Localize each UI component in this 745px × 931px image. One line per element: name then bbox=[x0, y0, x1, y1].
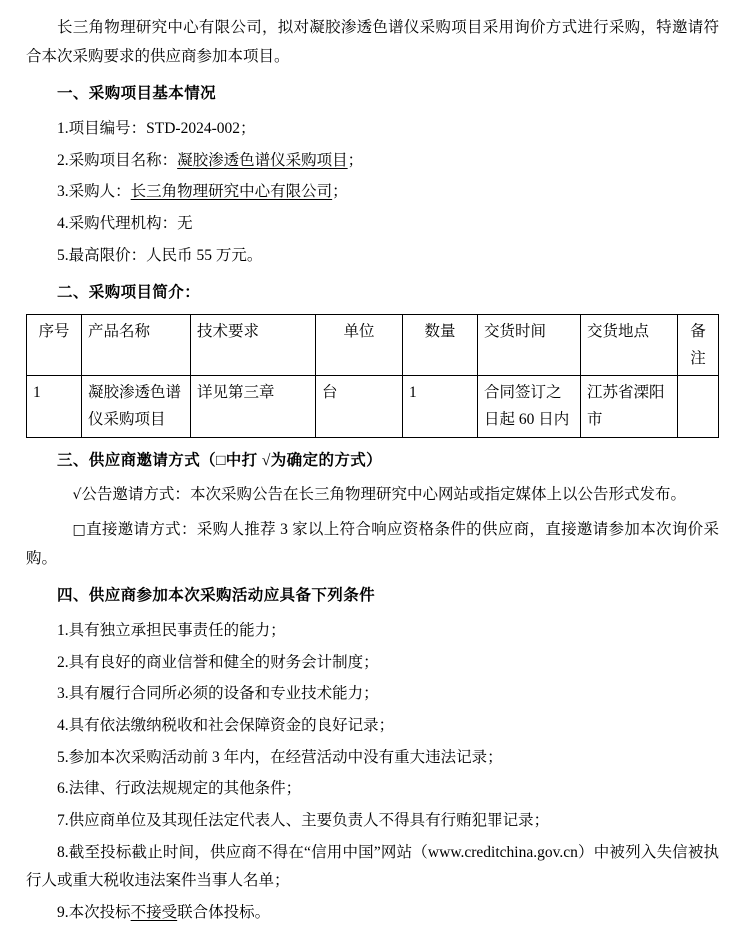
item-number: 9. bbox=[57, 903, 69, 921]
section3-heading-note: （□中打 √为确定的方式） bbox=[200, 451, 383, 469]
column-header-delivery-time: 交货时间 bbox=[478, 315, 581, 376]
item-value: 无 bbox=[177, 215, 193, 233]
condition-item-8 bbox=[26, 839, 719, 896]
item-number: 5. bbox=[57, 246, 69, 264]
item-text-suffix: 联合体投标。 bbox=[177, 903, 271, 921]
option-title: 直接邀请方式： bbox=[86, 520, 197, 538]
column-header-delivery-place: 交货地点 bbox=[581, 315, 678, 376]
item-text-prefix: 本次投标 bbox=[68, 903, 131, 921]
item-label: 采购项目名称： bbox=[68, 151, 178, 169]
item-label: 采购人： bbox=[68, 183, 131, 201]
item-number: 3. bbox=[57, 685, 69, 703]
item-text: 供应商单位及其现任法定代表人、主要负责人不得具有行贿犯罪记录； bbox=[68, 811, 550, 829]
section-heading-2: 二、采购项目简介： bbox=[57, 284, 201, 302]
item-number: 4. bbox=[57, 716, 69, 734]
item-number: 5. bbox=[57, 748, 69, 766]
column-header-qty: 数量 bbox=[403, 315, 478, 376]
item-number: 6. bbox=[57, 780, 69, 798]
section1-item-2 bbox=[26, 147, 719, 176]
item-suffix: ； bbox=[347, 151, 364, 169]
section-heading-1: 一、采购项目基本情况 bbox=[57, 85, 217, 103]
condition-item-6 bbox=[26, 775, 719, 804]
item-text: 具有良好的商业信誉和健全的财务会计制度； bbox=[68, 653, 379, 671]
item-number: 2. bbox=[57, 653, 69, 671]
option-text: 本次采购公告在长三角物理研究中心网站或指定媒体上以公告形式发布。 bbox=[189, 486, 686, 504]
item-number: 1. bbox=[57, 120, 69, 138]
column-header-unit: 单位 bbox=[316, 315, 403, 376]
item-suffix: ； bbox=[332, 183, 348, 201]
column-header-spec: 技术要求 bbox=[191, 315, 316, 376]
cell-spec: 详见第三章 bbox=[191, 376, 316, 437]
condition-item-5 bbox=[26, 744, 719, 773]
item-number: 3. bbox=[57, 183, 69, 201]
section3-heading-main: 三、供应商邀请方式 bbox=[57, 451, 201, 469]
cell-delivery-time: 合同签订之日起 60 日内 bbox=[478, 376, 581, 437]
section-heading-4: 四、供应商参加本次采购活动应具备下列条件 bbox=[57, 587, 376, 605]
condition-item-1 bbox=[26, 617, 719, 646]
item-value: 凝胶渗透色谱仪采购项目 bbox=[177, 151, 348, 169]
item-number: 8. bbox=[57, 843, 69, 861]
cell-note bbox=[678, 376, 719, 437]
item-number: 4. bbox=[57, 215, 69, 233]
section-heading-3 bbox=[26, 447, 719, 476]
cell-unit: 台 bbox=[316, 376, 403, 437]
option-title: 公告邀请方式： bbox=[81, 486, 190, 504]
cell-delivery-place: 江苏省溧阳市 bbox=[581, 376, 678, 437]
item-label: 项目编号： bbox=[68, 120, 147, 138]
section1-item-4 bbox=[26, 210, 719, 239]
cell-name: 凝胶渗透色谱仪采购项目 bbox=[82, 376, 191, 437]
checkmark-icon: √ bbox=[72, 487, 82, 504]
item-value: STD-2024-002； bbox=[146, 120, 256, 138]
condition-item-3 bbox=[26, 680, 719, 709]
item-text: 具有独立承担民事责任的能力； bbox=[68, 621, 286, 639]
cell-qty: 1 bbox=[403, 376, 478, 437]
condition-item-4 bbox=[26, 712, 719, 741]
column-header-note: 备注 bbox=[678, 315, 719, 376]
condition-item-2 bbox=[26, 649, 719, 678]
item-number: 2. bbox=[57, 151, 69, 169]
item-text: 具有依法缴纳税收和社会保障资金的良好记录； bbox=[68, 716, 395, 734]
invite-option-public bbox=[26, 481, 719, 510]
section1-item-3 bbox=[26, 178, 719, 207]
item-value: 人民币 55 万元。 bbox=[146, 246, 263, 264]
invite-option-direct bbox=[26, 516, 719, 573]
table-header-row bbox=[27, 315, 719, 376]
checkbox-icon: □ bbox=[72, 521, 87, 538]
intro-paragraph: 长三角物理研究中心有限公司，拟对凝胶渗透色谱仪采购项目采用询价方式进行采购，特邀请符合本次采购要求的供应商参加本项目。 bbox=[26, 19, 719, 65]
condition-item-9 bbox=[26, 899, 719, 928]
section1-item-5 bbox=[26, 242, 719, 271]
item-text: 截至投标截止时间，供应商不得在“信用中国”网站（www.creditchina.gov.cn）中被列入失信被执行人或重大税收违法案件当事人名单； bbox=[26, 843, 719, 890]
item-text-underline: 不接受 bbox=[130, 903, 178, 921]
option-text: 采购人推荐 3 家以上符合响应资格条件的供应商，直接邀请参加本次询价采购。 bbox=[26, 520, 719, 567]
item-text: 法律、行政法规规定的其他条件； bbox=[68, 780, 302, 798]
table-row bbox=[27, 376, 719, 437]
item-number: 7. bbox=[57, 811, 69, 829]
column-header-name: 产品名称 bbox=[82, 315, 191, 376]
section1-item-1 bbox=[26, 115, 719, 144]
item-value: 长三角物理研究中心有限公司 bbox=[130, 183, 333, 201]
condition-item-7 bbox=[26, 807, 719, 836]
goods-table bbox=[26, 314, 719, 438]
item-label: 最高限价： bbox=[68, 246, 147, 264]
item-text: 具有履行合同所必须的设备和专业技术能力； bbox=[68, 685, 379, 703]
column-header-no: 序号 bbox=[27, 315, 82, 376]
item-label: 采购代理机构： bbox=[68, 215, 178, 233]
item-text: 参加本次采购活动前 3 年内，在经营活动中没有重大违法记录； bbox=[68, 748, 503, 766]
cell-no: 1 bbox=[27, 376, 82, 437]
item-number: 1. bbox=[57, 621, 69, 639]
